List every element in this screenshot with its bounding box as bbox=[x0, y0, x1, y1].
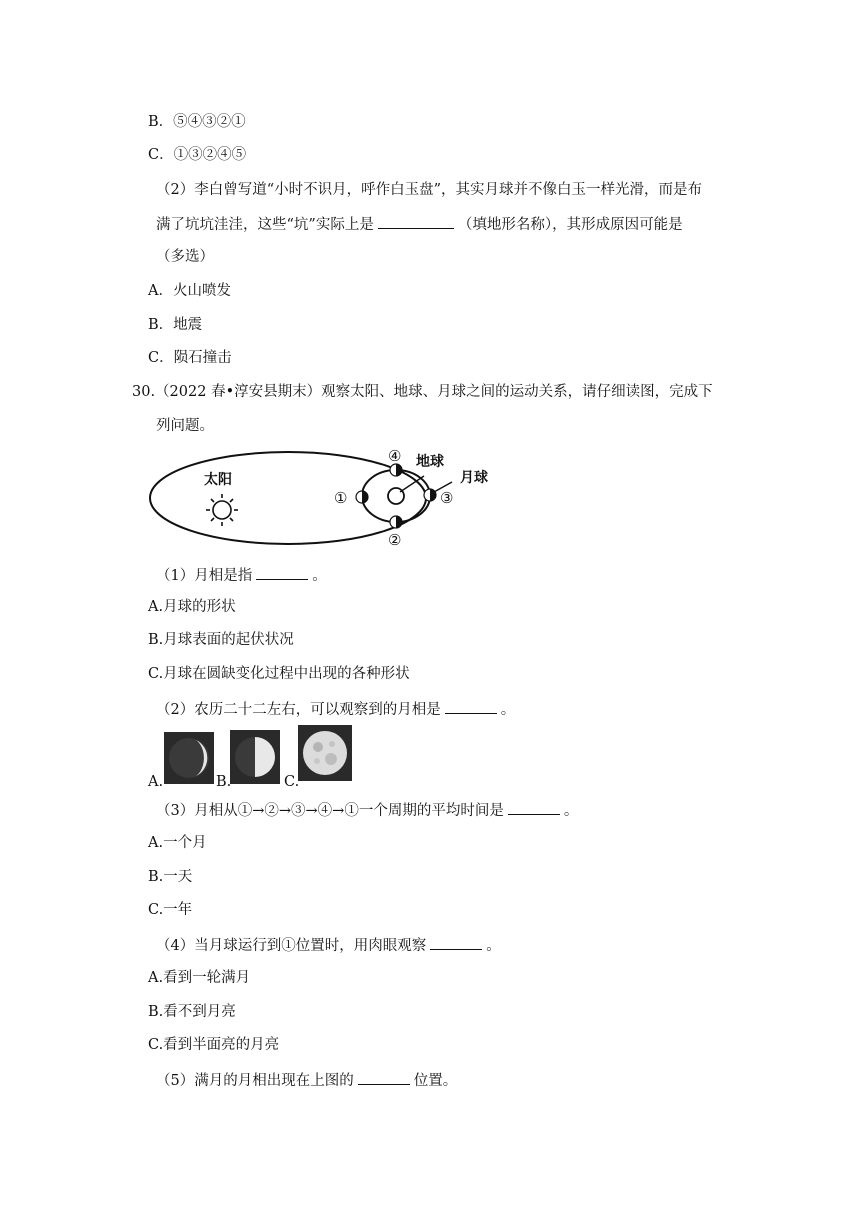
s3-stem bbox=[156, 800, 578, 821]
answer-blank bbox=[378, 214, 454, 229]
half-moon-icon bbox=[230, 730, 280, 784]
q30-stem-line2: 列问题。 bbox=[156, 418, 214, 434]
moon-label: 月球 bbox=[460, 470, 488, 486]
first-quarter-image bbox=[230, 730, 280, 784]
sub2-option-c: C．陨石撞击 bbox=[148, 350, 232, 366]
s1-stem-b: 。 bbox=[312, 568, 327, 584]
s2-stem bbox=[156, 699, 515, 720]
s3-option-c: C.一年 bbox=[148, 902, 193, 918]
pos4-label: ④ bbox=[388, 447, 402, 465]
s4-stem-b: 。 bbox=[486, 938, 501, 954]
s3-stem-a: （3）月相从①→②→③→④→①一个周期的平均时间是 bbox=[156, 803, 504, 819]
s5-stem-a: （5）满月的月相出现在上图的 bbox=[156, 1073, 354, 1089]
s4-option-a: A.看到一轮满月 bbox=[148, 970, 251, 986]
full-moon-image bbox=[298, 725, 352, 781]
option-b-prev: B．⑤④③②① bbox=[148, 114, 246, 130]
answer-blank bbox=[358, 1070, 410, 1085]
s1-option-c: C.月球在圆缺变化过程中出现的各种形状 bbox=[148, 666, 410, 682]
answer-blank bbox=[430, 935, 482, 950]
sub2-option-b: B．地震 bbox=[148, 317, 203, 333]
s1-option-a: A.月球的形状 bbox=[148, 599, 236, 615]
moon-pos1-icon bbox=[356, 491, 368, 503]
s4-option-b: B.看不到月亮 bbox=[148, 1004, 236, 1020]
option-c-prev: C．①③②④⑤ bbox=[148, 147, 247, 163]
waning-crescent-icon bbox=[164, 732, 214, 784]
answer-blank bbox=[445, 699, 497, 714]
orbit-svg bbox=[148, 444, 508, 552]
waning-crescent-image bbox=[164, 732, 214, 784]
sub2-stem-line3: （多选） bbox=[156, 249, 214, 265]
sub2-stem-line2-a: 满了坑坑洼洼，这些“坑”实际上是 bbox=[156, 217, 374, 233]
sun-label: 太阳 bbox=[204, 472, 232, 488]
pos1-label: ① bbox=[334, 489, 348, 507]
s2-option-a-label: A. bbox=[148, 774, 164, 790]
s1-stem bbox=[156, 565, 327, 586]
s2-stem-a: （2）农历二十二左右，可以观察到的月相是 bbox=[156, 702, 441, 718]
pos3-label: ③ bbox=[440, 489, 454, 507]
earth-orbit bbox=[150, 452, 426, 544]
s3-option-b: B.一天 bbox=[148, 869, 193, 885]
q30-stem-line1: 30.（2022 春•淳安县期末）观察太阳、地球、月球之间的运动关系，请仔细读图，完成下 bbox=[132, 384, 713, 400]
sun-icon bbox=[206, 494, 238, 526]
sun-earth-moon-diagram bbox=[148, 444, 508, 552]
answer-blank bbox=[256, 565, 308, 580]
sub2-stem-line1: （2）李白曾写道“小时不识月，呼作白玉盘”，其实月球并不像白玉一样光滑，而是布 bbox=[156, 182, 703, 198]
s1-option-b: B.月球表面的起伏状况 bbox=[148, 632, 294, 648]
s5-stem-b: 位置。 bbox=[413, 1073, 458, 1089]
s4-stem-a: （4）当月球运行到①位置时，用肉眼观察 bbox=[156, 938, 427, 954]
pos2-label: ② bbox=[388, 531, 402, 549]
moon-pos3-icon bbox=[424, 489, 436, 501]
sub2-option-a: A．火山喷发 bbox=[148, 283, 231, 299]
s4-stem bbox=[156, 935, 501, 956]
sub2-stem-line2-b: （填地形名称），其形成原因可能是 bbox=[457, 217, 683, 233]
s5-stem bbox=[156, 1070, 457, 1091]
s2-option-c-label: C. bbox=[284, 774, 300, 790]
s4-option-c: C.看到半面亮的月亮 bbox=[148, 1037, 280, 1053]
s1-stem-a: （1）月相是指 bbox=[156, 568, 253, 584]
s2-stem-b: 。 bbox=[500, 702, 516, 718]
earth-label: 地球 bbox=[416, 454, 444, 470]
s3-option-a: A.一个月 bbox=[148, 835, 207, 851]
s2-option-b-label: B. bbox=[216, 774, 232, 790]
moon-pos2-icon bbox=[390, 516, 402, 528]
answer-blank bbox=[508, 800, 560, 815]
sub2-stem-line2 bbox=[156, 214, 683, 235]
full-moon-icon bbox=[298, 725, 352, 781]
s3-stem-b: 。 bbox=[563, 803, 579, 819]
